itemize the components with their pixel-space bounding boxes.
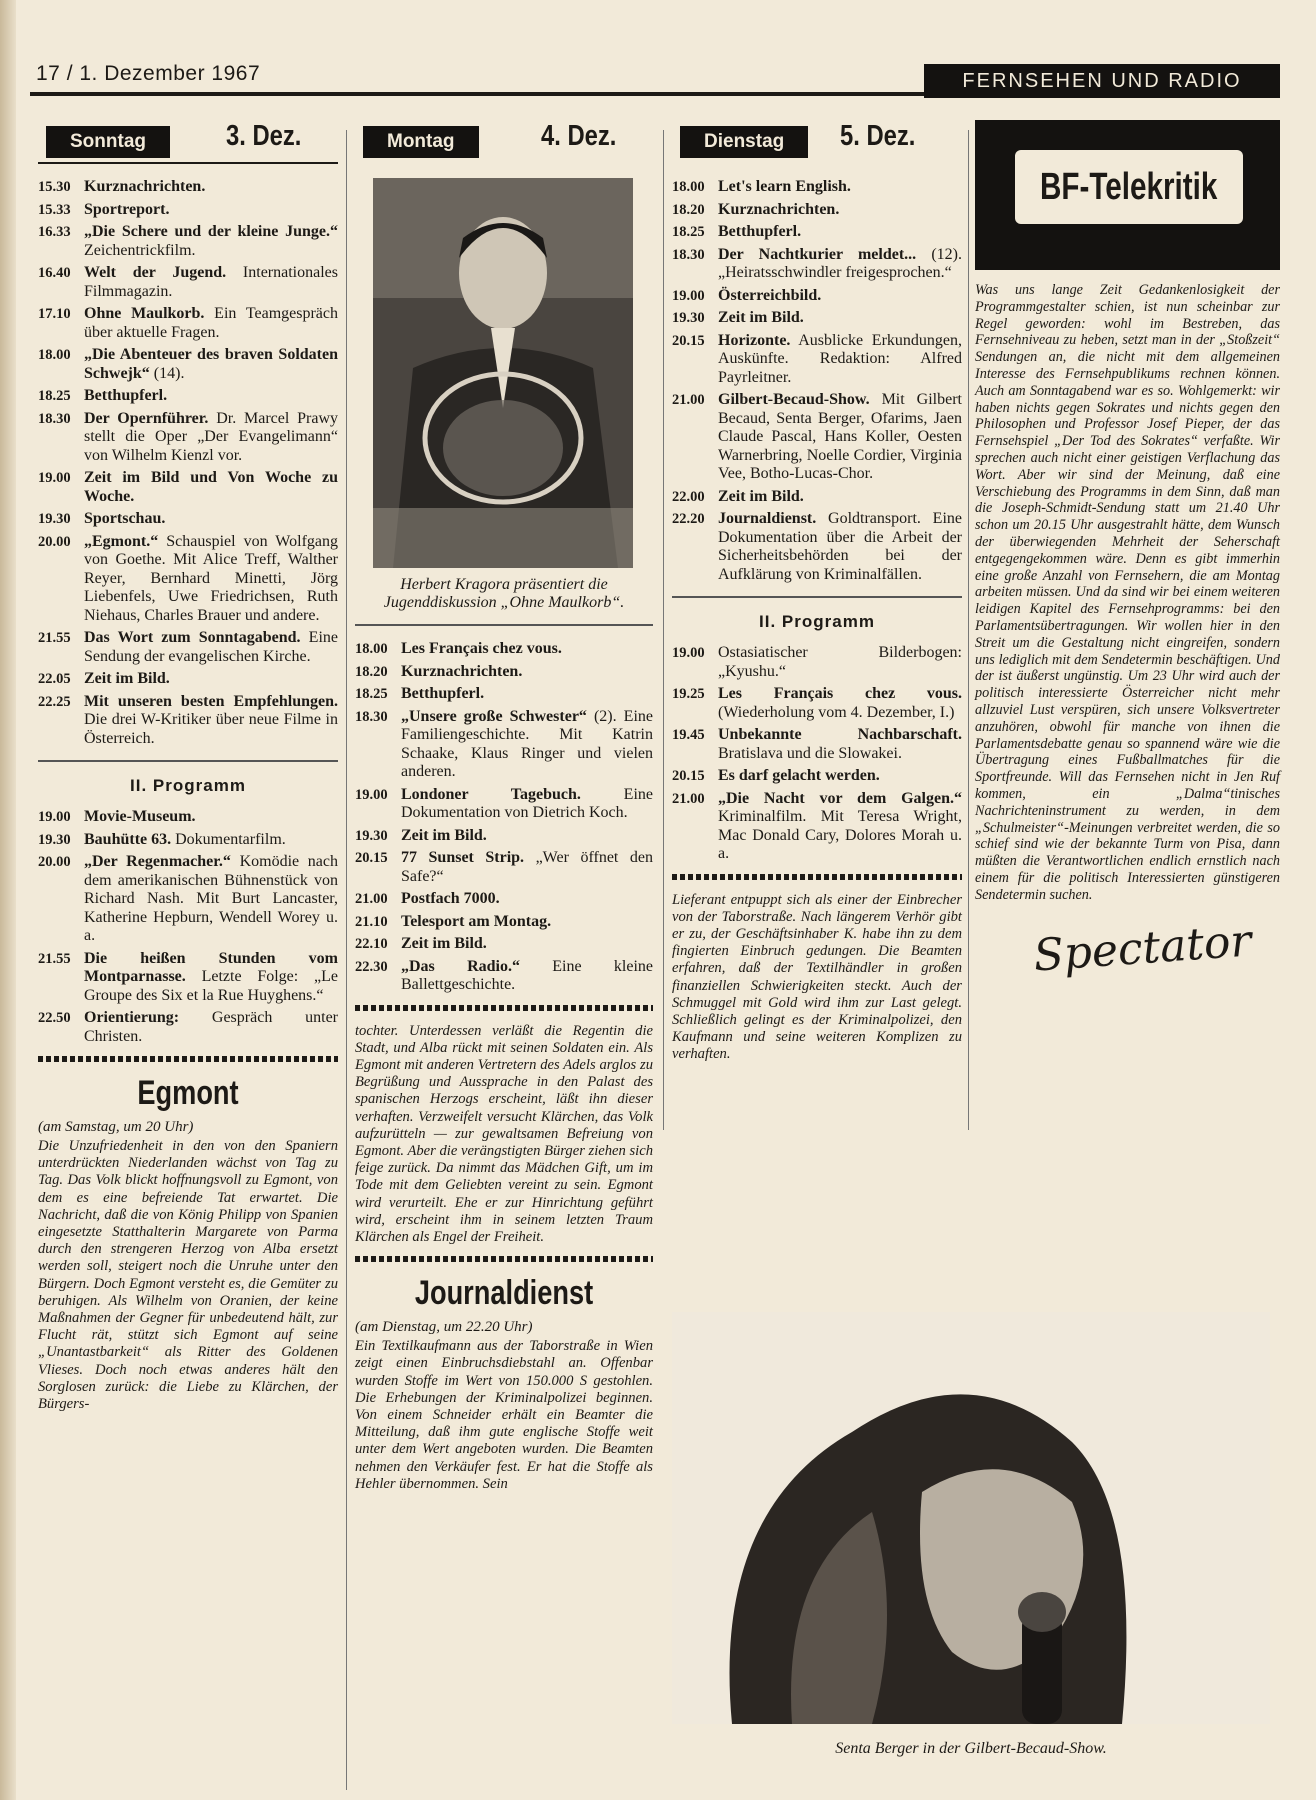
article-note: (am Dienstag, um 22.20 Uhr) xyxy=(355,1319,533,1336)
program-description xyxy=(718,391,962,484)
program-time: 21.00 xyxy=(672,392,705,408)
program-time: 21.00 xyxy=(355,891,388,907)
program-time: 22.05 xyxy=(38,671,71,687)
program-description xyxy=(84,808,338,827)
program-text: Letzte Folge: „Le Groupe des Six et la Rue Huyghens.“ xyxy=(84,968,338,1004)
program-title: Kurznachrichten. xyxy=(718,200,840,218)
program-time: 18.30 xyxy=(672,246,705,263)
program-description xyxy=(84,264,338,301)
program-time: 19.00 xyxy=(672,645,705,661)
program-entry xyxy=(672,767,962,786)
program-entry xyxy=(38,387,338,406)
program-description xyxy=(84,387,338,406)
photo-senta-berger xyxy=(672,1312,1270,1724)
program-title: Zeit im Bild. xyxy=(401,826,487,844)
program-title: Postfach 7000. xyxy=(401,890,500,907)
program-time: 19.00 xyxy=(38,809,71,825)
article-text: Ein Textilkaufmann aus der Taborstraße in Wien zeigt einen Einbruchsdiebstahl an. Offenbar wurden Stoffe im Wert von 150.000 S gestohlen. Die Erhebungen der Kriminalpolizei beginnen. Von einem Schneider erhält ein Beamter die Mitteilung, daß ihm gute englische Stoffe weit unter dem Wert angeboten wurden. Die Beamten nehmen den Verkäufer fest. Er hat die Stoffe als Hehler übernommen. Sein xyxy=(355,1338,653,1492)
program-time: 17.10 xyxy=(38,306,71,322)
program-title: Horizonte. xyxy=(718,331,791,349)
article-note: (am Samstag, um 20 Uhr) xyxy=(38,1119,194,1135)
program-time: 20.15 xyxy=(672,332,705,349)
section-banner: FERNSEHEN UND RADIO xyxy=(924,64,1280,98)
program-entry xyxy=(38,223,338,260)
program-time: 19.45 xyxy=(672,727,705,743)
program-text: Dr. Marcel Prawy stellt die Oper „Der Evangelimann“ von Wilhelm Kienzl vor. xyxy=(84,409,338,464)
program-entry xyxy=(38,201,338,220)
column-divider xyxy=(663,130,664,1130)
program-time: 19.00 xyxy=(355,786,388,803)
program-time: 21.55 xyxy=(38,950,71,967)
program-title: Zeit im Bild und Von Woche zu Woche. xyxy=(84,469,338,505)
program-time: 18.25 xyxy=(355,686,388,702)
program-entry xyxy=(355,663,653,682)
section-heading: II. Programm xyxy=(130,776,246,795)
program-title: „Das Radio.“ xyxy=(401,957,520,975)
separator xyxy=(672,596,962,598)
program-title: Les Français chez vous. xyxy=(401,640,562,657)
program-entry xyxy=(38,853,338,946)
program-entry xyxy=(355,935,653,954)
program-text: Gespräch unter Christen. xyxy=(84,1009,338,1045)
program-entry xyxy=(355,827,653,846)
program-description xyxy=(718,201,962,220)
program-time: 22.00 xyxy=(672,488,705,505)
program-description xyxy=(718,726,962,763)
column-montag xyxy=(355,120,653,1493)
program-text: Eine Sendung der evangelischen Kirche. xyxy=(84,629,339,665)
column-telekritik xyxy=(975,120,1280,983)
program-description xyxy=(401,935,653,954)
program-entry xyxy=(355,890,653,909)
signature: Spectator xyxy=(1031,915,1254,983)
article-continuation: tochter. Unterdessen verläßt die Regentin die Stadt, und Alba rückt mit seinen Soldaten ein. Als Egmont mit anderen Vertretern des Adels arglos zu Begrüßung und Aussprache in den Palast des spanischen Herzogs erscheint, läßt ihn dieser verhaften. Verzweifelt versucht Klärchen, das Volk aufzurütteln — zur gewaltsamen Befreiung von Egmont. Aber die verängstigten Bürger ziehen sich feige zurück. Da nimmt das Mädchen Gift, um im Tode mit dem Geliebten vereint zu sein. Egmont wird verurteilt. Ehe er zur Hinrichtung geführt wird, erscheint ihm in seinem letzten Traum Klärchen als Engel der Freiheit. xyxy=(355,1022,653,1245)
program-entry xyxy=(672,332,962,388)
program-description xyxy=(718,790,962,864)
program-title: Betthupferl. xyxy=(84,387,168,404)
program-title: Zeit im Bild. xyxy=(84,670,170,687)
program-time: 18.00 xyxy=(672,179,705,195)
program-description xyxy=(718,488,962,507)
program-entry xyxy=(672,726,962,763)
program-description xyxy=(84,950,338,1006)
program-time: 19.30 xyxy=(38,831,71,848)
program-entry xyxy=(355,640,653,659)
telekritik-text: Was uns lange Zeit Gedankenlosigkeit der Programmgestalter schien, ist nun scheinbar zur Regel geworden: wohl im Bestreben, das Fernsehniveau zu heben, setzt man in der „Stoßzeit“ Sendungen an, die nicht mit dem allgemeinen Interesse des Fernsehpublikums rechnen können. Auch am Sonntagabend war es so. Wohlgemerkt: wir haben nichts gegen Sokrates und nichts gegen den Philosophen und Professor Josef Pieper, der das Fernsehspiel „Der Tod des Sokrates“ verfaßte. Wir sprechen auch nicht einer geistigen Verflachung das Wort. Aber wir sind der Meinung, daß eine Verschiebung des Programms in dem Sinn, daß man die Joseph-Schmidt-Sendung statt um 21.40 Uhr schon um 20.15 Uhr ausgestrahlt hätte, dem Wunsch der überwiegenden Mehrheit der Seherschaft entgegengekommen wäre. Denn es gibt immerhin eine große Anzahl von Fernsehern, die am Montag arbeiten müssen. Und da sind wir bei einem weiteren leidigen Kapitel des Fernsehprogramms: bei den Parlamentsübertragungen. Wir wollen hier in den Streit um die Gestaltung nicht eingreifen, sondern uns lediglich mit dem Sendetermin beschäftigen. Und der ist äußerst ungünstig. Um 23 Uhr wird auch der politisch interessierte Österreicher nicht mehr allzuviel Lust verspüren, sich unsere Volksvertreter anzuhören, obwohl für manche von ihnen die Parlamentsdebatte genau so spannend wäre wie die Übertragung eines Fußballmatches für die Sportfreunde. Will das Fernsehen nicht in Jen Ruf kommen, ein „Dalma“tinisches Nachrichteninstrument zu werden, in dem „Schulmeister“-Meinungen verbreitet werden, die so schief sind wie der bekannte Turm von Pisa, dann müßten die Verantwortlichen endlich ernstlich nach einem für die politisch Interessierten günstigeren Sendetermin suchen. xyxy=(975,282,1280,903)
program-description xyxy=(84,201,338,220)
program-time: 19.30 xyxy=(355,827,388,844)
program-entry xyxy=(355,913,653,932)
program-title: Bauhütte 63. xyxy=(84,830,172,848)
program-time: 18.20 xyxy=(355,663,388,680)
program-list xyxy=(355,640,653,995)
program-time: 19.00 xyxy=(38,470,71,486)
program-text: (14). xyxy=(149,364,185,382)
program-description xyxy=(718,767,962,786)
program-title: „Der Regenmacher.“ xyxy=(84,853,231,870)
program-entry xyxy=(672,391,962,484)
day-label: Sonntag xyxy=(46,126,170,158)
day-date: 3. Dez. xyxy=(226,120,302,152)
program-title: Das Wort zum Sonntagabend. xyxy=(84,629,301,646)
program-title: 77 Sunset Strip. xyxy=(401,849,525,866)
program-entry xyxy=(38,831,338,850)
column-sonntag xyxy=(38,120,338,1413)
program-entry xyxy=(38,346,338,383)
program-entry xyxy=(38,410,338,466)
program-description xyxy=(718,510,962,584)
program-text: Komödie nach dem amerikanischen Bühnenstück von Richard Nash. Mit Burt Lancaster, Katherine Hepburn, Wendell Worey u. a. xyxy=(84,853,338,944)
page-number-date: 17 / 1. Dezember 1967 xyxy=(36,62,261,85)
program-time: 22.50 xyxy=(38,1010,71,1026)
program-list xyxy=(672,178,962,584)
program-description xyxy=(718,644,962,681)
program-time: 18.30 xyxy=(355,708,388,725)
program-description xyxy=(84,670,338,689)
program-title: „Die Abenteuer des braven Soldaten Schwejk“ xyxy=(84,346,338,382)
program-entry xyxy=(672,685,962,722)
program-description xyxy=(84,1009,338,1046)
program-description xyxy=(718,246,962,283)
program-title: „Unsere große Schwester“ xyxy=(401,707,587,725)
program-description xyxy=(84,223,338,260)
program-text: Die drei W-Kritiker über neue Filme in Österreich. xyxy=(84,711,338,747)
program-description xyxy=(84,533,338,626)
program-entry xyxy=(672,178,962,197)
program-time: 20.00 xyxy=(38,533,71,550)
program-title: Unbekannte Nachbarschaft. xyxy=(718,726,962,743)
separator xyxy=(355,624,653,626)
program-description xyxy=(718,332,962,388)
program-time: 16.33 xyxy=(38,224,71,240)
program-entry xyxy=(38,950,338,1006)
program-entry xyxy=(672,287,962,306)
program-title: Betthupferl. xyxy=(718,223,802,240)
program-entry xyxy=(38,469,338,506)
program-title: Ohne Maulkorb. xyxy=(84,305,205,322)
program-description xyxy=(401,849,653,886)
program-title: Gilbert-Becaud-Show. xyxy=(718,391,870,408)
header-rule xyxy=(30,92,930,96)
program-entry xyxy=(672,223,962,242)
day-date: 5. Dez. xyxy=(840,120,916,152)
program-entry xyxy=(38,670,338,689)
program-title: Movie-Museum. xyxy=(84,808,196,825)
telekritik-title-box xyxy=(1015,150,1243,224)
program-list xyxy=(38,178,338,748)
program-entry xyxy=(38,1009,338,1046)
program-text: „Wer öffnet den Safe?“ xyxy=(401,849,653,885)
article-title: Journaldienst xyxy=(414,1274,594,1313)
program-time: 18.30 xyxy=(38,410,71,427)
program-text: Dokumentarfilm. xyxy=(171,830,286,848)
program-description xyxy=(718,178,962,197)
day-header-montag xyxy=(355,120,653,170)
program-text: Ein Teamgespräch über aktuelle Fragen. xyxy=(84,305,339,341)
program-text: Ausblicke Erkundungen, Auskünfte. Redaktion: Alfred Payrleitner. xyxy=(718,331,962,386)
photo-caption: Herbert Kragora präsentiert die Jugenddiskussion „Ohne Maulkorb“. xyxy=(383,576,625,611)
program-text: (Wiederholung vom 4. Dezember, I.) xyxy=(718,703,955,721)
program-time: 19.00 xyxy=(672,287,705,304)
program-entry xyxy=(672,309,962,328)
program-entry xyxy=(355,708,653,782)
program-description xyxy=(401,913,653,932)
program-time: 21.55 xyxy=(38,630,71,646)
program-entry xyxy=(672,510,962,584)
day-date: 4. Dez. xyxy=(541,120,617,152)
day-header-sonntag xyxy=(38,120,338,170)
program-title: „Die Nacht vor dem Galgen.“ xyxy=(718,789,962,807)
program-title: Orientierung: xyxy=(84,1009,180,1026)
program-title: Zeit im Bild. xyxy=(718,487,804,505)
program-entry xyxy=(38,178,338,197)
program-title: Betthupferl. xyxy=(401,685,485,702)
program-time: 18.25 xyxy=(38,388,71,404)
program-description xyxy=(718,223,962,242)
program-entry xyxy=(38,533,338,626)
program-title: Zeit im Bild. xyxy=(401,935,487,952)
separator xyxy=(38,760,338,762)
senta-berger-image xyxy=(672,1312,1270,1724)
program-description xyxy=(84,410,338,466)
program-title: Kurznachrichten. xyxy=(401,662,523,680)
program-time: 22.10 xyxy=(355,936,388,952)
program-entry xyxy=(38,305,338,342)
program-title: Journaldienst. xyxy=(718,510,817,527)
program-time: 16.40 xyxy=(38,265,71,281)
program-title: Sportschau. xyxy=(84,510,166,527)
photo-herbert-kragora xyxy=(373,178,633,568)
program-description xyxy=(718,685,962,722)
program-text: Internationales Filmmagazin. xyxy=(84,264,338,300)
photo-caption: Senta Berger in der Gilbert-Becaud-Show. xyxy=(835,1740,1107,1757)
program-title: Der Opernführer. xyxy=(84,409,209,427)
program-entry xyxy=(38,629,338,666)
program-text: Bratislava und die Slowakei. xyxy=(718,744,902,762)
program-text: Kriminalfilm. Mit Teresa Wright, Mac Donald Cary, Dolores Morah u. a. xyxy=(718,808,962,862)
page-header xyxy=(30,58,1280,102)
program-description xyxy=(84,831,338,850)
program-time: 15.33 xyxy=(38,201,71,218)
program-time: 22.25 xyxy=(38,693,71,710)
program-description xyxy=(84,629,338,666)
program-description xyxy=(84,305,338,342)
column-dienstag xyxy=(672,120,962,1064)
program-time: 18.25 xyxy=(672,224,705,240)
program-description xyxy=(401,708,653,782)
program-title: Sportreport. xyxy=(84,200,170,218)
program-title: Zeit im Bild. xyxy=(718,309,804,326)
program-time: 19.25 xyxy=(672,686,705,702)
program-time: 22.30 xyxy=(355,958,388,975)
program-text: Goldtransport. Eine Dokumentation über die Arbeit der Sicherheitsbehörden bei der Aufklärung von Kriminalfällen. xyxy=(718,510,962,583)
program-time: 19.30 xyxy=(38,511,71,527)
program-description xyxy=(718,287,962,306)
program-title: „Die Schere und der kleine Junge.“ xyxy=(84,223,338,240)
program-entry xyxy=(355,958,653,995)
program-title: Kurznachrichten. xyxy=(84,178,206,195)
program-time: 21.00 xyxy=(672,790,705,807)
program-description xyxy=(401,640,653,659)
program-description xyxy=(84,853,338,946)
program-time: 18.00 xyxy=(355,641,388,657)
program-text: (12). „Heiratsschwindler freigesprochen.“ xyxy=(718,245,963,281)
program-entry xyxy=(38,510,338,529)
program-entry xyxy=(355,685,653,704)
portrait-image xyxy=(373,178,633,568)
program-time: 21.10 xyxy=(355,913,388,930)
program-title: Der Nachtkurier meldet... xyxy=(718,245,917,263)
dotted-separator xyxy=(355,1005,653,1011)
program-text: Ostasiatischer Bilderbogen: „Kyushu.“ xyxy=(718,644,962,680)
program-description xyxy=(84,178,338,197)
program-description xyxy=(84,346,338,383)
program-text: Eine Dokumentation von Dietrich Koch. xyxy=(401,785,653,821)
program-description xyxy=(401,663,653,682)
program-description xyxy=(401,827,653,846)
program-description xyxy=(84,469,338,506)
program-entry xyxy=(672,201,962,220)
program-title: Londoner Tagebuch. xyxy=(401,785,581,803)
dotted-separator xyxy=(38,1056,338,1062)
program-title: Mit unseren besten Empfehlungen. xyxy=(84,692,338,710)
program-entry xyxy=(38,693,338,749)
program-text: Schauspiel von Wolfgang von Goethe. Mit Alice Treff, Walther Reyer, Bernhard Minetti, Jörg Liebenfels, Uwe Friedrichsen, Ruth Niehaus, Charles Brauer und andere. xyxy=(84,532,338,624)
telekritik-header xyxy=(975,120,1280,270)
program-entry xyxy=(672,246,962,283)
program-text: Zeichentrickfilm. xyxy=(84,241,196,259)
program-entry xyxy=(38,264,338,301)
program-title: Die heißen Stunden vom Montparnasse. xyxy=(84,949,338,985)
program-title: Es darf gelacht werden. xyxy=(718,767,880,784)
program-time: 20.00 xyxy=(38,854,71,870)
program-title: Welt der Jugend. xyxy=(84,264,227,281)
dotted-separator xyxy=(355,1256,653,1262)
day-header-dienstag xyxy=(672,120,962,170)
program-list-2 xyxy=(672,644,962,864)
section-heading: II. Programm xyxy=(759,612,875,631)
program-time: 20.15 xyxy=(672,768,705,784)
program-entry xyxy=(38,808,338,827)
program-list-2 xyxy=(38,808,338,1046)
program-description xyxy=(84,693,338,749)
program-time: 15.30 xyxy=(38,179,71,195)
program-description xyxy=(401,685,653,704)
article-title: Egmont xyxy=(137,1074,239,1112)
program-time: 22.20 xyxy=(672,511,705,527)
program-time: 18.20 xyxy=(672,201,705,218)
dotted-separator xyxy=(672,874,962,880)
page-edge xyxy=(0,0,16,1800)
day-rule xyxy=(38,162,338,164)
column-divider xyxy=(968,130,969,1130)
telekritik-title: BF-Telekritik xyxy=(1040,166,1218,208)
program-text: (2). Eine Familiengeschichte. Mit Katrin Schaake, Klaus Ringer und vielen anderen. xyxy=(401,707,653,780)
program-text: Eine kleine Ballettgeschichte. xyxy=(401,957,653,993)
program-description xyxy=(401,890,653,909)
program-time: 18.00 xyxy=(38,347,71,363)
program-entry xyxy=(672,790,962,864)
program-description xyxy=(718,309,962,328)
program-entry xyxy=(355,849,653,886)
article-continuation: Lieferant entpuppt sich als einer der Einbrecher von der Taborstraße. Nach längerem Verhör gibt er zu, der Geschäftsinhaber K. habe ihn zu dem fingierten Einbruch gedungen. Die Beamten erfahren, daß der Textilhändler in großen finanziellen Schwierigkeiten steckt. Auch der Schmuggel mit Gold wird ihm zur Last gelegt. Schließlich gelingt es der Kriminalpolizei, den Kaufmann und seine weiteren Komplizen zu verhaften. xyxy=(672,891,962,1063)
program-title: Les Français chez vous. xyxy=(718,685,962,702)
program-description xyxy=(401,786,653,823)
day-label: Montag xyxy=(363,126,479,158)
program-entry xyxy=(672,488,962,507)
column-divider xyxy=(346,130,347,1790)
program-title: Österreichbild. xyxy=(718,286,822,304)
program-time: 19.30 xyxy=(672,310,705,326)
program-title: „Egmont.“ xyxy=(84,532,159,550)
program-description xyxy=(401,958,653,995)
program-text: Mit Gilbert Becaud, Senta Berger, Ofarims, Jaen Claude Pascal, Hans Koller, Oesten Warnerbring, Noelle Cordier, Virginia Vee, Botho-Lucas-Chor. xyxy=(718,391,962,482)
day-label: Dienstag xyxy=(680,126,808,158)
program-title: Let's learn English. xyxy=(718,178,851,195)
program-time: 20.15 xyxy=(355,850,388,866)
article-text: Die Unzufriedenheit in den von den Spaniern unterdrückten Niederlanden wächst von Tag zu Tag. Das Volk blickt hoffnungsvoll zu Egmont, von dem es eine befreiende Tat erwartet. Die Nachricht, daß die von König Philipp von Spanien eingesetzte Statthalterin Margarete von Parma durch den strengeren Herzog von Alba ersetzt werden soll, steigert noch die Unruhe unter den Bürgern. Doch Egmont versteht es, die Gemüter zu beruhigen. Als Wilhelm von Oranien, der keine Maßnahmen der Gegner für unbedeutend hält, zur Flucht rät, stützt sich Egmont auf seine „Unantastbarkeit“ als Ritter des Goldenen Vlieses. Doch noch etwas anderes hält den Sorglosen zurück: die Liebe zu Klärchen, der Bürgers- xyxy=(38,1138,338,1413)
program-entry xyxy=(672,644,962,681)
program-title: Telesport am Montag. xyxy=(401,912,552,930)
program-description xyxy=(84,510,338,529)
program-entry xyxy=(355,786,653,823)
